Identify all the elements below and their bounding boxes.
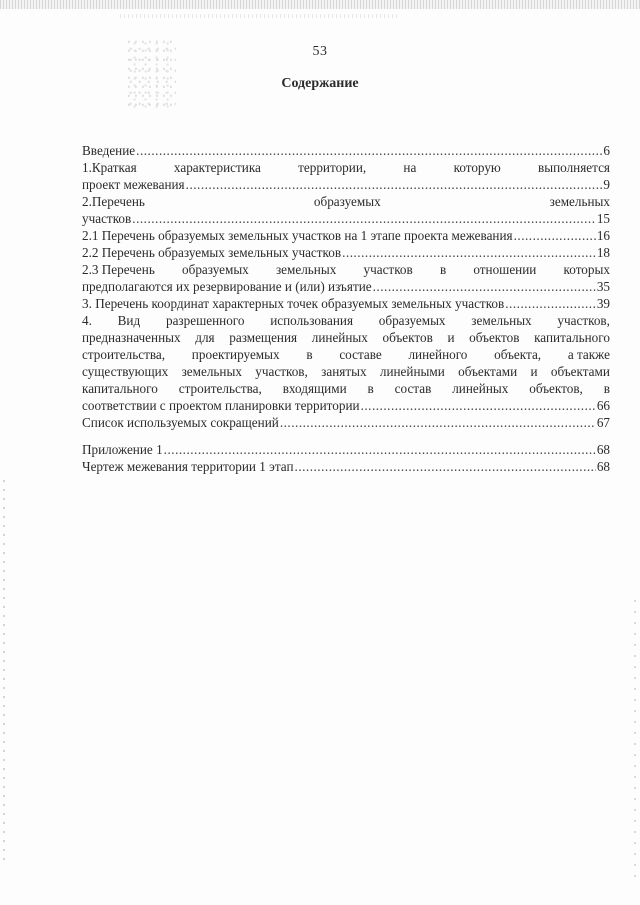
toc-entry-word: объектами [458, 364, 518, 379]
toc-title: Содержание [281, 76, 359, 91]
toc-entry-word: земельных [471, 313, 532, 328]
toc-entry-title: Введение [82, 143, 136, 158]
toc-entry-title: Приложение 1 [82, 442, 163, 457]
toc-entry-word: в [603, 381, 610, 396]
toc-entry [82, 312, 610, 414]
toc-entry-word: капитального [82, 381, 158, 396]
toc-entry-justified-line [82, 329, 610, 346]
toc-entry-title: участков [82, 211, 132, 226]
toc-entry [82, 244, 610, 261]
toc-entry-justified-line [82, 346, 610, 363]
toc-entry-page-number: 16 [596, 228, 610, 243]
toc-entry-word: земельных [275, 262, 337, 277]
toc-entry-title: предполагаются их резервирование и (или) изъятие [82, 279, 372, 294]
toc-leader-dots [295, 458, 596, 475]
toc-entry-word: и [447, 330, 455, 345]
toc-entry-word: 1.Краткая [82, 160, 137, 175]
toc-entry-title: 2.2 Перечень образуемых земельных участков [82, 245, 342, 260]
toc-leader-dots [280, 414, 596, 431]
toc-entry-word: образуемых [182, 262, 249, 277]
toc-entry-leader-line [82, 244, 610, 261]
toc-entry-leader-line [82, 441, 610, 458]
toc-leader-dots [373, 278, 596, 295]
toc-entry-word: земельных [181, 364, 242, 379]
page-number: 53 [312, 44, 328, 59]
toc-entry-title: проект межевания [82, 177, 185, 192]
toc-entry-word: в [306, 347, 313, 362]
toc-entry-word: выполняется [538, 160, 610, 175]
toc-entry-page-number: 9 [603, 177, 610, 192]
toc-entry-word: которых [563, 262, 610, 277]
toc-entry-word: на [403, 160, 417, 175]
toc-entry-word: в [367, 381, 374, 396]
scan-artifact-header [120, 14, 400, 18]
toc-entry-word: разрешенного [165, 313, 245, 328]
toc-entry-word: образуемых [313, 194, 381, 209]
toc-entry-title: соответствии с проектом планировки территории [82, 398, 360, 413]
toc-entry-word: участков [363, 262, 413, 277]
toc-entry-leader-line [82, 142, 610, 159]
toc-entry-word: размещения [229, 330, 298, 345]
toc-entry-word: проектируемых [191, 347, 280, 362]
toc-entry-justified-line [82, 193, 610, 210]
toc-leader-dots [342, 244, 596, 261]
toc-entry-word: объектов, [529, 381, 583, 396]
toc-leader-dots [136, 142, 602, 159]
toc-entry-word: а также [567, 347, 610, 362]
toc-leader-dots [361, 397, 596, 414]
toc-entry-page-number: 6 [603, 143, 610, 158]
toc-entry-page-number: 68 [596, 442, 610, 457]
toc-entry-word: которую [453, 160, 501, 175]
toc-leader-dots [132, 210, 596, 227]
toc-entry-justified-line [82, 261, 610, 278]
toc-leader-dots [186, 176, 603, 193]
toc-entry-leader-line [82, 295, 610, 312]
toc-entry-word: линейными [379, 364, 445, 379]
toc-entry-word: территории, [298, 160, 367, 175]
toc-entry-page-number: 35 [596, 279, 610, 294]
toc-entry-leader-line [82, 227, 610, 244]
toc-entry-word: составе [339, 347, 382, 362]
toc-entry-word: объектов [469, 330, 520, 345]
toc-entry-word: объектами [550, 364, 610, 379]
toc-entry [82, 159, 610, 193]
toc-entry [82, 441, 610, 458]
toc-entry-word: участков, [255, 364, 308, 379]
toc-entry-word: характеристика [173, 160, 261, 175]
toc-entry-word: участков, [557, 313, 610, 328]
toc-entry-word: и [530, 364, 538, 379]
toc-entry-leader-line [82, 278, 610, 295]
toc-entry-word: 4. [82, 313, 92, 328]
scan-artifact-top [0, 0, 640, 9]
toc-entry-leader-line [82, 210, 610, 227]
scan-artifact-left-edge [3, 480, 5, 860]
toc-entry-word: входящими [282, 381, 347, 396]
toc-entry-word: существующих [82, 364, 169, 379]
toc-entry-leader-line [82, 458, 610, 475]
toc-entry [82, 142, 610, 159]
toc-entry-justified-line [82, 159, 610, 176]
toc-entry-title: 2.1 Перечень образуемых земельных участков на 1 этапе проекта межевания [82, 228, 513, 243]
toc-entry-word: земельных [549, 194, 610, 209]
toc-entry-leader-line [82, 397, 610, 414]
toc-entry-page-number: 67 [596, 415, 610, 430]
toc-entry-word: для [195, 330, 215, 345]
toc-entry [82, 295, 610, 312]
toc-entry-word: образуемых [378, 313, 446, 328]
toc-entry-word: 2.3 Перечень [82, 262, 155, 277]
toc-entry-title: 3. Перечень координат характерных точек образуемых земельных участков [82, 296, 505, 311]
toc-entry-page-number: 39 [596, 296, 610, 311]
toc-entry-page-number: 66 [596, 398, 610, 413]
toc-entry [82, 414, 610, 431]
scan-artifact-right-edge [634, 600, 636, 880]
toc-entry-word: 2.Перечень [82, 194, 145, 209]
toc-entry-word: линейного [408, 347, 468, 362]
toc-entry-word: Вид [117, 313, 141, 328]
toc-entry-page-number: 68 [596, 459, 610, 474]
toc-entry-page-number: 15 [596, 211, 610, 226]
toc-entry-justified-line [82, 363, 610, 380]
toc-entry-word: капитального [534, 330, 610, 345]
toc-entry [82, 458, 610, 475]
toc-entry-word: объектов [382, 330, 433, 345]
toc-leader-dots [164, 441, 596, 458]
toc-entry-word: объекта, [494, 347, 542, 362]
toc-entry-word: отношении [473, 262, 537, 277]
toc-entry-title: Чертеж межевания территории 1 этап [82, 459, 294, 474]
toc-entry-word: линейных [452, 381, 509, 396]
toc-entry-justified-line [82, 312, 610, 329]
toc-entry-word: строительства, [178, 381, 262, 396]
toc-entry-word: занятых [321, 364, 367, 379]
toc-leader-dots [514, 227, 596, 244]
toc-entry [82, 261, 610, 295]
toc-entry-justified-line [82, 380, 610, 397]
table-of-contents [82, 142, 610, 475]
toc-entry-page-number: 18 [596, 245, 610, 260]
toc-entry-word: состав [394, 381, 432, 396]
toc-entry-word: линейных [311, 330, 368, 345]
toc-entry-leader-line [82, 414, 610, 431]
toc-entry-word: предназначенных [82, 330, 181, 345]
toc-entry-word: строительства, [82, 347, 166, 362]
toc-leader-dots [505, 295, 596, 312]
toc-entry-word: использования [270, 313, 354, 328]
toc-entry-word: в [439, 262, 447, 277]
toc-entry [82, 227, 610, 244]
toc-entry [82, 193, 610, 227]
toc-entry-leader-line [82, 176, 610, 193]
toc-entry-title: Список используемых сокращений [82, 415, 279, 430]
